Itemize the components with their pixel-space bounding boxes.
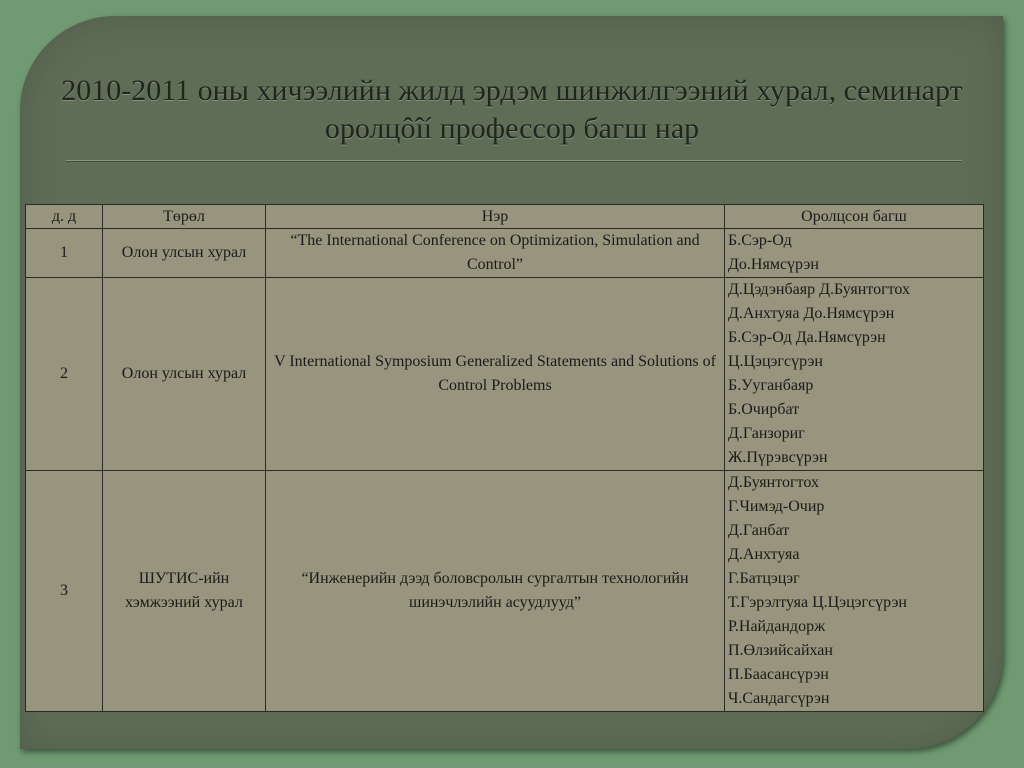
row-type: ШУТИС-ийн хэмжээний хурал — [103, 471, 266, 712]
teacher-name: П.Баасансүрэн — [728, 666, 829, 683]
slide-title — [60, 72, 964, 148]
header-teachers: Оролцсон багш — [725, 205, 984, 229]
teacher-name: До.Нямсүрэн — [728, 256, 819, 273]
teacher-name: Т.Гэрэлтуяа Ц.Цэцэгсүрэн — [728, 594, 907, 611]
teacher-name: Ч.Сандагсүрэн — [728, 690, 830, 707]
slide-title-line-2: оролцôîí профессор багш нар — [324, 112, 700, 145]
row-number: 3 — [26, 471, 103, 712]
teacher-name: Б.Сэр-Од — [728, 232, 792, 249]
teacher-name: Б.Очирбат — [728, 401, 800, 418]
teacher-name: Б.Ууганбаяр — [728, 377, 814, 394]
row-conference-name: “The International Conference on Optimization, Simulation and Control” — [266, 229, 725, 278]
row-conference-name: “Инженерийн дээд боловсролын сургалтын технологийн шинэчлэлийн асуудлууд” — [266, 471, 725, 712]
teacher-name: Д.Анхтуяа — [728, 546, 800, 563]
teacher-name: Б.Сэр-Од Да.Нямсүрэн — [728, 329, 886, 346]
teacher-name: Р.Найдандорж — [728, 618, 826, 635]
teacher-name: Ж.Пүрэвсүрэн — [728, 449, 828, 466]
table-row — [26, 229, 984, 278]
teacher-name: Г.Батцэцэг — [728, 570, 800, 587]
title-divider — [66, 160, 962, 162]
teacher-name: Ц.Цэцэгсүрэн — [728, 353, 823, 370]
row-teachers — [725, 229, 984, 278]
teacher-name: Д.Буянтогтох — [728, 474, 819, 491]
table-row — [26, 278, 984, 471]
conference-table — [25, 204, 984, 712]
table-row — [26, 471, 984, 712]
teacher-name: П.Өлзийсайхан — [728, 642, 833, 659]
row-type: Олон улсын хурал — [103, 278, 266, 471]
row-teachers — [725, 278, 984, 471]
teacher-name: Д.Анхтуяа До.Нямсүрэн — [728, 305, 895, 322]
row-number: 2 — [26, 278, 103, 471]
teacher-name: Д.Цэдэнбаяр Д.Буянтогтох — [728, 281, 911, 298]
header-name: Нэр — [266, 205, 725, 229]
slide-title-line-1: 2010-2011 оны хичээлийн жилд эрдэм шинжилгээний хурал, семинарт — [61, 74, 963, 107]
teacher-name: Г.Чимэд-Очир — [728, 498, 825, 515]
header-type: Төрөл — [103, 205, 266, 229]
header-number: д. д — [26, 205, 103, 229]
teacher-name: Д.Ганзориг — [728, 425, 805, 442]
row-type: Олон улсын хурал — [103, 229, 266, 278]
row-conference-name: V International Symposium Generalized Statements and Solutions of Control Problems — [266, 278, 725, 471]
table-header-row — [26, 205, 984, 229]
teacher-name: Д.Ганбат — [728, 522, 790, 539]
row-number: 1 — [26, 229, 103, 278]
row-teachers — [725, 471, 984, 712]
